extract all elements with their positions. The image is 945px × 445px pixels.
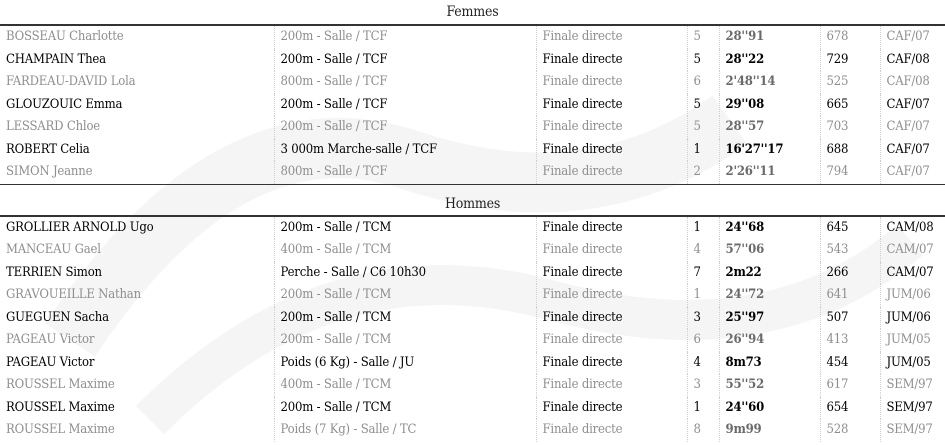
- round-label: Finale directe: [536, 49, 687, 72]
- result-row: [0, 329, 945, 352]
- place-rank: 5: [687, 94, 719, 117]
- points-score: 525: [820, 71, 880, 94]
- points-score: 665: [820, 94, 880, 117]
- category-code: CAF/07: [880, 25, 945, 49]
- event-name: 200m - Salle / TCF: [274, 49, 536, 72]
- athlete-name: CHAMPAIN Thea: [6, 51, 106, 67]
- category-code: CAM/07: [880, 239, 945, 262]
- event-name: 800m - Salle / TCF: [274, 161, 536, 184]
- performance: 2m22: [719, 262, 820, 285]
- event-name: 200m - Salle / TCM: [274, 307, 536, 330]
- event-name: 200m - Salle / TCM: [274, 329, 536, 352]
- athlete-name: PAGEAU Victor: [6, 332, 95, 347]
- result-row: [0, 307, 945, 330]
- round-label: Finale directe: [536, 161, 687, 184]
- category-code: CAF/07: [880, 116, 945, 139]
- category-code: SEM/97: [880, 374, 945, 397]
- round-label: Finale directe: [536, 25, 687, 49]
- points-score: 729: [820, 49, 880, 72]
- category-code: CAF/08: [880, 49, 945, 72]
- points-score: 413: [820, 329, 880, 352]
- place-rank: 4: [687, 352, 719, 375]
- place-rank: 6: [687, 329, 719, 352]
- performance: 55''52: [719, 374, 820, 397]
- place-rank: 5: [687, 116, 719, 139]
- performance: 28''57: [719, 116, 820, 139]
- round-label: Finale directe: [536, 284, 687, 307]
- athlete-name: TERRIEN Simon: [6, 264, 102, 280]
- place-rank: 1: [687, 284, 719, 307]
- athlete-name: FARDEAU-DAVID Lola: [6, 74, 136, 89]
- category-code: CAM/07: [880, 262, 945, 285]
- category-code: CAM/08: [880, 216, 945, 240]
- place-rank: 8: [687, 419, 719, 442]
- section-title: Femmes: [0, 0, 945, 25]
- category-code: CAF/08: [880, 71, 945, 94]
- result-row: [0, 397, 945, 420]
- result-row: [0, 216, 945, 240]
- event-name: 400m - Salle / TCM: [274, 374, 536, 397]
- result-row: [0, 262, 945, 285]
- result-row: [0, 419, 945, 442]
- event-name: 800m - Salle / TCF: [274, 71, 536, 94]
- performance: 29''08: [719, 94, 820, 117]
- section-header: [0, 193, 945, 216]
- place-rank: 1: [687, 397, 719, 420]
- event-name: 200m - Salle / TCF: [274, 116, 536, 139]
- category-code: JUM/06: [880, 284, 945, 307]
- result-row: [0, 25, 945, 49]
- round-label: Finale directe: [536, 329, 687, 352]
- points-score: 617: [820, 374, 880, 397]
- performance: 28''22: [719, 49, 820, 72]
- athlete-name: ROUSSEL Maxime: [6, 422, 115, 437]
- performance: 16'27''17: [719, 139, 820, 162]
- athlete-name: GUEGUEN Sacha: [6, 309, 109, 325]
- performance: 26''94: [719, 329, 820, 352]
- category-code: SEM/97: [880, 419, 945, 442]
- place-rank: 4: [687, 239, 719, 262]
- performance: 24''60: [719, 397, 820, 420]
- round-label: Finale directe: [536, 216, 687, 240]
- place-rank: 3: [687, 374, 719, 397]
- place-rank: 3: [687, 307, 719, 330]
- performance: 2'26''11: [719, 161, 820, 184]
- points-score: 454: [820, 352, 880, 375]
- result-row: [0, 374, 945, 397]
- section-title: Hommes: [0, 193, 945, 216]
- result-row: [0, 94, 945, 117]
- place-rank: 5: [687, 25, 719, 49]
- points-score: 266: [820, 262, 880, 285]
- category-code: JUM/05: [880, 352, 945, 375]
- points-score: 645: [820, 216, 880, 240]
- result-row: [0, 284, 945, 307]
- round-label: Finale directe: [536, 374, 687, 397]
- result-row: [0, 161, 945, 184]
- round-label: Finale directe: [536, 352, 687, 375]
- points-score: 528: [820, 419, 880, 442]
- event-name: 200m - Salle / TCF: [274, 94, 536, 117]
- athlete-name: ROUSSEL Maxime: [6, 377, 115, 392]
- athlete-name: GROLLIER ARNOLD Ugo: [6, 219, 154, 235]
- result-row: [0, 71, 945, 94]
- round-label: Finale directe: [536, 116, 687, 139]
- round-label: Finale directe: [536, 307, 687, 330]
- place-rank: 5: [687, 49, 719, 72]
- round-label: Finale directe: [536, 397, 687, 420]
- athlete-name: ROUSSEL Maxime: [6, 399, 115, 415]
- event-name: 200m - Salle / TCM: [274, 397, 536, 420]
- category-code: JUM/06: [880, 307, 945, 330]
- round-label: Finale directe: [536, 71, 687, 94]
- place-rank: 2: [687, 161, 719, 184]
- points-score: 703: [820, 116, 880, 139]
- round-label: Finale directe: [536, 262, 687, 285]
- result-row: [0, 352, 945, 375]
- round-label: Finale directe: [536, 94, 687, 117]
- event-name: 200m - Salle / TCM: [274, 284, 536, 307]
- section-separator: [0, 184, 945, 193]
- points-score: 507: [820, 307, 880, 330]
- category-code: CAF/07: [880, 94, 945, 117]
- athlete-name: PAGEAU Victor: [6, 354, 95, 370]
- place-rank: 7: [687, 262, 719, 285]
- points-score: 688: [820, 139, 880, 162]
- athlete-name: ROBERT Celia: [6, 141, 90, 157]
- points-score: 641: [820, 284, 880, 307]
- result-row: [0, 139, 945, 162]
- points-score: 678: [820, 25, 880, 49]
- event-name: 3 000m Marche-salle / TCF: [274, 139, 536, 162]
- place-rank: 1: [687, 139, 719, 162]
- category-code: JUM/05: [880, 329, 945, 352]
- round-label: Finale directe: [536, 239, 687, 262]
- athlete-name: LESSARD Chloe: [6, 119, 101, 134]
- performance: 28''91: [719, 25, 820, 49]
- points-score: 654: [820, 397, 880, 420]
- section-header: [0, 0, 945, 25]
- category-code: SEM/97: [880, 397, 945, 420]
- place-rank: 1: [687, 216, 719, 240]
- event-name: 200m - Salle / TCM: [274, 216, 536, 240]
- event-name: 400m - Salle / TCM: [274, 239, 536, 262]
- event-name: 200m - Salle / TCF: [274, 25, 536, 49]
- performance: 8m73: [719, 352, 820, 375]
- performance: 24''68: [719, 216, 820, 240]
- athlete-name: GLOUZOUIC Emma: [6, 96, 123, 112]
- event-name: Perche - Salle / C6 10h30: [274, 262, 536, 285]
- performance: 57''06: [719, 239, 820, 262]
- category-code: CAF/07: [880, 161, 945, 184]
- points-score: 794: [820, 161, 880, 184]
- performance: 25''97: [719, 307, 820, 330]
- event-name: Poids (6 Kg) - Salle / JU: [274, 352, 536, 375]
- round-label: Finale directe: [536, 139, 687, 162]
- performance: 9m99: [719, 419, 820, 442]
- event-name: Poids (7 Kg) - Salle / TC: [274, 419, 536, 442]
- result-row: [0, 49, 945, 72]
- round-label: Finale directe: [536, 419, 687, 442]
- athlete-name: BOSSEAU Charlotte: [6, 29, 124, 44]
- result-row: [0, 116, 945, 139]
- athlete-name: GRAVOUEILLE Nathan: [6, 287, 141, 302]
- performance: 2'48''14: [719, 71, 820, 94]
- athlete-name: MANCEAU Gael: [6, 242, 101, 257]
- athlete-name: SIMON Jeanne: [6, 164, 93, 179]
- points-score: 543: [820, 239, 880, 262]
- performance: 24''72: [719, 284, 820, 307]
- place-rank: 6: [687, 71, 719, 94]
- result-row: [0, 239, 945, 262]
- category-code: CAF/07: [880, 139, 945, 162]
